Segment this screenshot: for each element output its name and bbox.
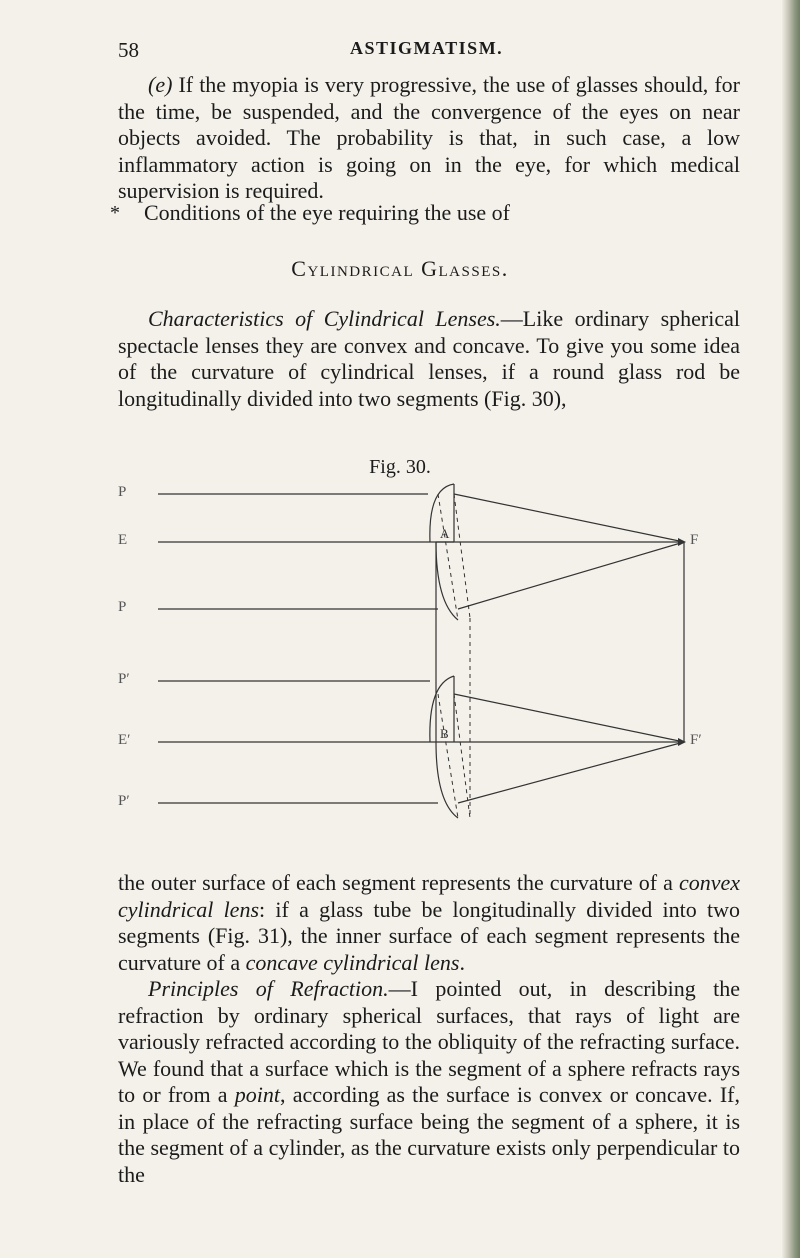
convex-term: convex cylindrical lens: [118, 870, 740, 922]
dashed-ray-2: [454, 494, 470, 618]
label-f: F: [690, 532, 699, 548]
dashed-ray-3: [438, 694, 458, 818]
section-heading: Cylindrical Glasses.: [291, 256, 509, 281]
characteristics-paragraph: [118, 306, 740, 412]
continuation-text-2: : if a glass tube be longitudinally divided into two segments (Fig. 31), the inner surface of each segment represents the curvature of a: [118, 896, 741, 975]
figure-caption: Fig. 30.: [369, 456, 431, 478]
label-p-prime-lower: P′: [118, 793, 130, 809]
principles-title: Principles of Refraction.: [148, 976, 389, 1001]
running-head: [118, 38, 738, 64]
refracted-ray-1: [454, 494, 684, 542]
segment-lower-curve-b: [436, 742, 458, 818]
label-p-top: P: [118, 484, 127, 500]
principles-text-1: —I pointed out, in describing the refraction by ordinary spherical surfaces, that rays of light are variously refracted according to the obliquity of the refracting surface. We found that a surface which is the segment of a sphere refracts rays to or from a: [118, 976, 741, 1107]
arrow-f-prime: [678, 738, 686, 746]
conditions-line: [110, 200, 740, 226]
refracted-ray-2: [458, 542, 684, 609]
running-title: ASTIGMATISM.: [350, 38, 504, 58]
page-edge: [782, 0, 800, 1258]
label-b: B: [440, 726, 449, 741]
paragraph-e-text: If the myopia is very progressive, the use of glasses should, for the time, be suspended, and the convergence of the eyes on near objects avoided. The probability is that, in such case, a low inflammatory action is going on in the eye, for which medical supervision is required.: [118, 72, 740, 203]
label-f-prime: F′: [690, 732, 702, 748]
label-a: A: [440, 526, 450, 541]
paragraph-e-marker: (e): [148, 72, 173, 97]
label-e-prime: E′: [118, 732, 131, 748]
paragraph-e: [118, 72, 740, 205]
characteristics-title: Characteristics of Cylindrical Lenses.: [148, 306, 501, 331]
continuation-text-3: .: [459, 949, 465, 975]
dashed-ray-1: [438, 494, 458, 620]
refracted-ray-3: [454, 694, 684, 742]
concave-term: concave cylindrical lens: [245, 949, 460, 975]
point-term: point: [234, 1082, 281, 1107]
label-p-prime-upper: P′: [118, 671, 130, 687]
characteristics-text: —Like ordinary spherical spectacle lenses they are convex and concave. To give you some idea of the curvature of cylindrical lenses, if a round glass rod be longitudinally divided into two segments (Fig. 30),: [118, 306, 740, 411]
label-e-top: E: [118, 532, 128, 548]
continuation-text-1: the outer surface of each segment represents the curvature of a: [118, 870, 679, 895]
segment-lower-curve-a: [436, 542, 458, 620]
dashed-ray-4: [454, 694, 470, 818]
arrow-f: [678, 538, 686, 546]
conditions-text: Conditions of the eye requiring the use of: [144, 200, 510, 225]
asterisk-marker: *: [110, 202, 120, 224]
label-p-middle: P: [118, 599, 127, 615]
page-number: 58: [118, 38, 139, 62]
figure-30-diagram: [118, 480, 758, 870]
refracted-ray-4: [458, 742, 684, 803]
principles-text-2: , according as the surface is convex or concave. If, in place of the refracting surface being the segment of a sphere, it is the segment of a cylinder, as the curvature exists only perpendicular to the: [118, 1082, 741, 1187]
figure-30: [118, 480, 758, 870]
continuation-paragraph: [118, 870, 740, 1188]
